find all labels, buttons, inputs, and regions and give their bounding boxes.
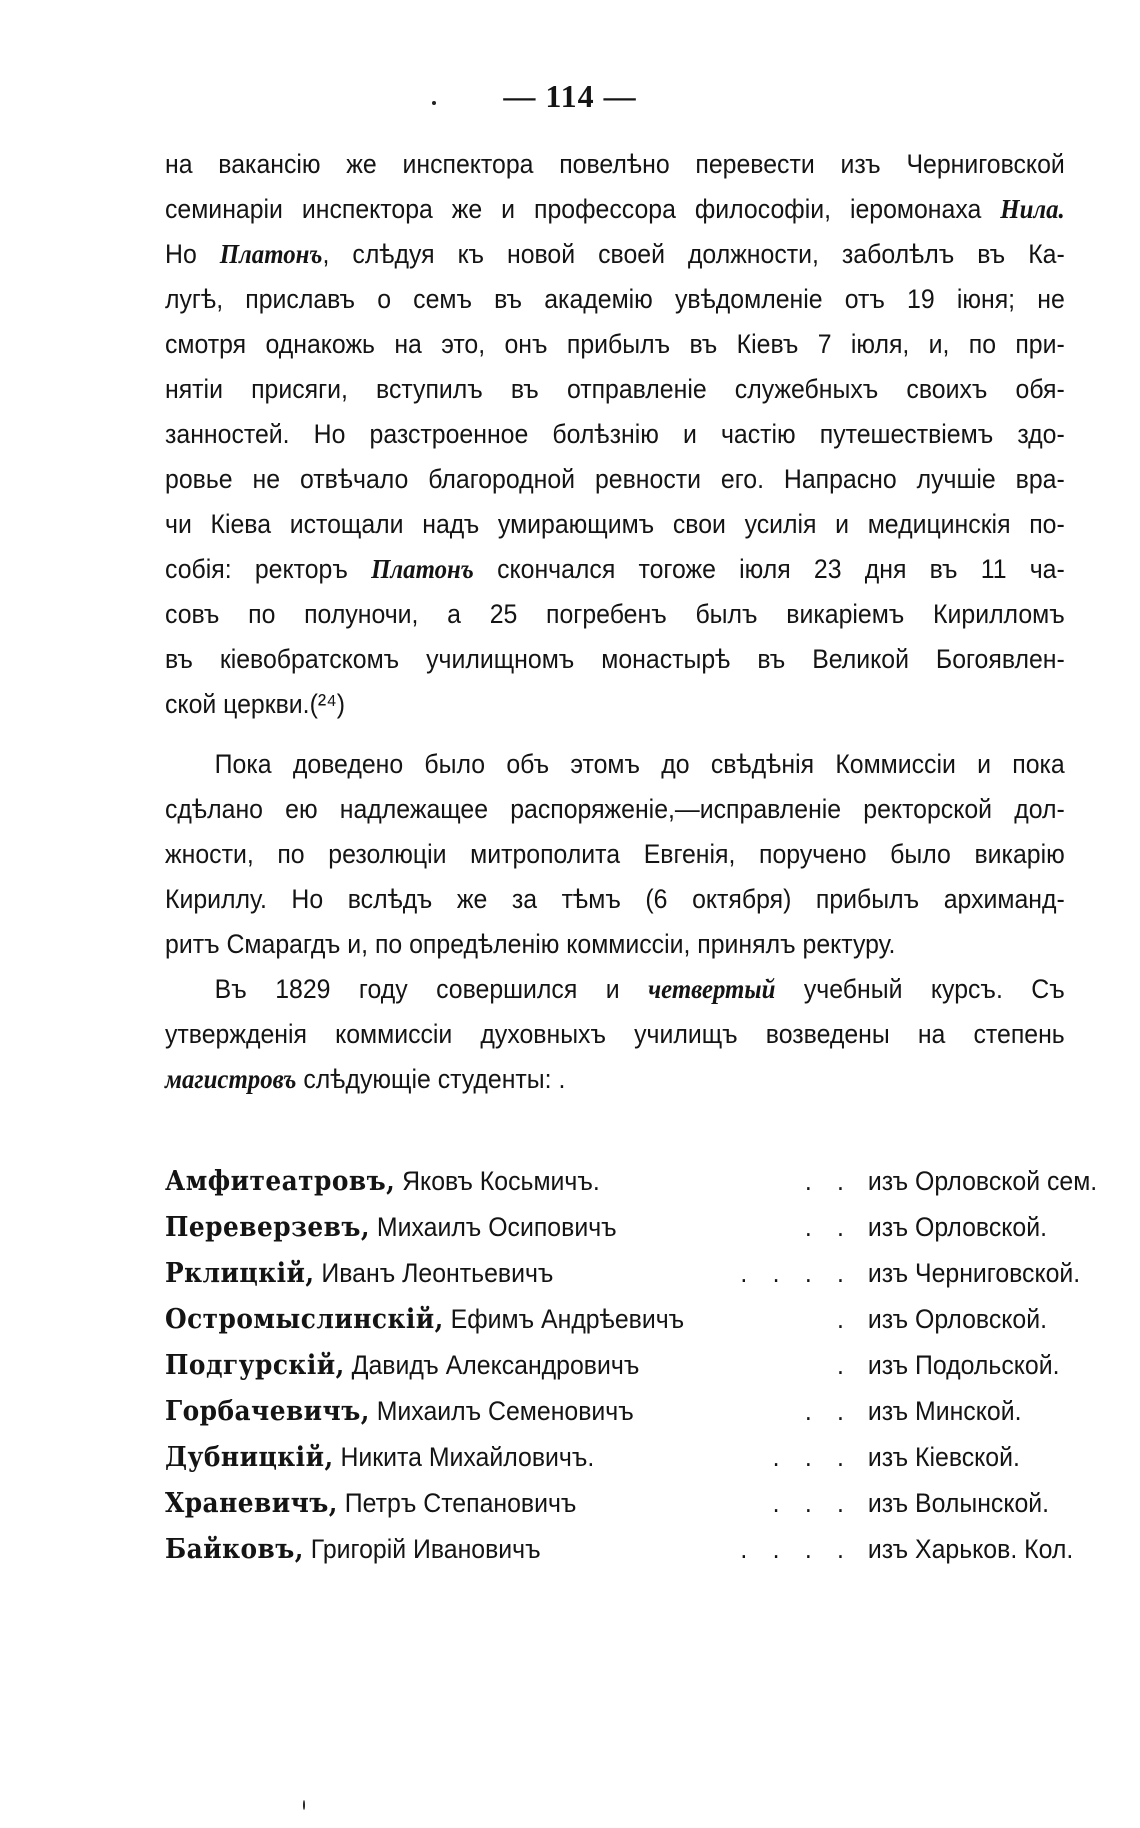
text-run: лугѣ, приславъ о семъ въ академію увѣдомленіе отъ 19 іюня; не (165, 284, 1065, 314)
text-line (165, 1012, 1065, 1057)
student-origin: изъ Харьков. Кол. (867, 1534, 1074, 1564)
leader-dots: . . . (772, 1442, 854, 1472)
leader-dots: . (837, 1350, 854, 1380)
text-run: скончался тогоже іюля 23 дня въ 11 ча- (473, 554, 1065, 584)
text-run: семинаріи инспектора же и профессора философіи, іеромонаха (165, 194, 1001, 224)
student-given-name: Ефимъ Андрѣевичъ (443, 1304, 685, 1334)
text-line (165, 142, 1065, 187)
paragraph-fourth-course (165, 967, 1065, 1102)
text-line (165, 682, 1065, 727)
text-line (165, 232, 1065, 277)
text-line (165, 637, 1065, 682)
student-given-name: Григорій Ивановичъ (303, 1534, 541, 1564)
text-run: Кириллу. Но вслѣдъ же за тѣмъ (6 октября) прибылъ архиманд- (165, 884, 1065, 914)
student-origin: изъ Кіевской. (867, 1442, 1020, 1472)
student-surname: Рклицкій, (165, 1258, 315, 1289)
student-surname: Храневичъ, (165, 1488, 338, 1519)
print-speck (432, 101, 436, 105)
student-given-name: Михаилъ Семеновичъ (369, 1396, 634, 1426)
leader-dots: . . . (772, 1488, 854, 1518)
text-line (165, 412, 1065, 457)
text-run: сдѣлано ею надлежащее распоряженіе,—исправленіе ректорской дол- (165, 794, 1065, 824)
list-item (165, 1342, 1065, 1388)
student-origin: изъ Волынской. (867, 1488, 1050, 1518)
italic-emphasis: четвертый (648, 974, 776, 1004)
student-given-name: Никита Михайловичъ. (333, 1442, 595, 1472)
print-speck (303, 1800, 305, 1810)
student-given-name: Давидъ Александровичъ (344, 1350, 640, 1380)
text-line (165, 922, 1065, 967)
student-given-name: Михаилъ Осиповичъ (370, 1212, 617, 1242)
text-line (165, 1057, 1065, 1102)
text-run: жности, по резолюціи митрополита Евгенія, поручено было викарію (165, 839, 1065, 869)
text-line (165, 877, 1065, 922)
student-surname: Дубницкій, (165, 1442, 334, 1473)
text-line (165, 742, 1065, 787)
student-surname: Подгурскій, (165, 1350, 345, 1381)
student-surname: Амфитеатровъ, (165, 1166, 396, 1197)
list-item (165, 1250, 1081, 1296)
text-run: занностей. Но разстроенное болѣзнію и частію путешествіемъ здо- (165, 419, 1065, 449)
text-run: Но (165, 239, 220, 269)
magister-list (165, 1158, 1098, 1572)
student-surname: Остромыслинскій, (165, 1304, 444, 1335)
student-surname: Переверзевъ, (165, 1212, 371, 1243)
text-line (165, 967, 1065, 1012)
text-line (165, 367, 1065, 412)
text-line (165, 187, 1065, 232)
text-run: чи Кіева истощали надъ умирающимъ свои усилія и медицинскія по- (165, 509, 1065, 539)
text-run: собія: ректоръ (165, 554, 372, 584)
list-item (165, 1296, 1065, 1342)
leader-dots: . (837, 1304, 854, 1334)
text-run: Пока доведено было объ этомъ до свѣдѣнія Коммиссіи и пока (214, 749, 1065, 779)
text-run: утвержденія коммиссіи духовныхъ училищъ возведены на степень (165, 1019, 1065, 1049)
text-run: , слѣдуя къ новой своей должности, заболѣлъ въ Ка- (322, 239, 1065, 269)
student-given-name: Иванъ Леонтьевичъ (314, 1258, 554, 1288)
page-number: — 114 — (503, 78, 637, 114)
text-line (165, 277, 1065, 322)
list-item (165, 1204, 1065, 1250)
text-run: Въ 1829 году совершился и (214, 974, 649, 1004)
italic-emphasis: Платонъ (371, 554, 474, 584)
text-run: смотря однакожь на это, онъ прибылъ въ Кіевъ 7 іюля, и, по при- (165, 329, 1065, 359)
text-line (165, 592, 1065, 637)
text-run: нятіи присяги, вступилъ въ отправленіе служебныхъ своихъ обя- (165, 374, 1065, 404)
text-run: ритъ Смарагдъ и, по опредѣленію коммиссіи, принялъ ректуру. (165, 929, 896, 959)
leader-dots: . . (804, 1166, 854, 1196)
leader-dots: . . . . (740, 1258, 854, 1288)
leader-dots: . . . . (740, 1534, 854, 1564)
text-run: совъ по полуночи, а 25 погребенъ былъ викаріемъ Кирилломъ (165, 599, 1065, 629)
student-origin: изъ Орловской. (867, 1304, 1047, 1334)
student-origin: изъ Подольской. (867, 1350, 1060, 1380)
list-item (165, 1526, 1074, 1572)
text-run: ровье не отвѣчало благородной ревности его. Напрасно лучшіе вра- (165, 464, 1065, 494)
text-line (165, 832, 1065, 877)
leader-dots: . . (804, 1396, 854, 1426)
paragraph-platon (165, 142, 1065, 727)
student-origin: изъ Орловской. (867, 1212, 1047, 1242)
text-run: слѣдующіе студенты: . (296, 1064, 566, 1094)
leader-dots: . . (804, 1212, 854, 1242)
italic-emphasis: Платонъ (219, 239, 323, 269)
italic-emphasis: Нила. (1000, 194, 1065, 224)
list-item (165, 1158, 1098, 1204)
student-surname: Горбачевичъ, (165, 1396, 370, 1427)
text-line (165, 457, 1065, 502)
text-line (165, 502, 1065, 547)
italic-emphasis: магистровъ (165, 1064, 297, 1094)
list-item (165, 1434, 1065, 1480)
text-line (165, 322, 1065, 367)
student-given-name: Яковъ Косьмичъ. (395, 1166, 600, 1196)
text-line (165, 547, 1065, 592)
text-run: ской церкви.(²⁴) (165, 689, 346, 719)
student-surname: Байковъ, (165, 1534, 304, 1565)
text-run: на вакансію же инспектора повелѣно перевести изъ Черниговской (165, 149, 1065, 179)
text-run: въ кіевобратскомъ училищномъ монастырѣ въ Великой Богоявлен- (165, 644, 1065, 674)
student-origin: изъ Минской. (867, 1396, 1022, 1426)
student-origin: изъ Орловской сем. (867, 1166, 1098, 1196)
text-run: учебный курсъ. Съ (775, 974, 1065, 1004)
paragraph-rectorship (165, 742, 1065, 967)
list-item (165, 1388, 1065, 1434)
list-item (165, 1480, 1065, 1526)
student-origin: изъ Черниговской. (867, 1258, 1081, 1288)
student-given-name: Петръ Степановичъ (337, 1488, 577, 1518)
text-line (165, 787, 1065, 832)
